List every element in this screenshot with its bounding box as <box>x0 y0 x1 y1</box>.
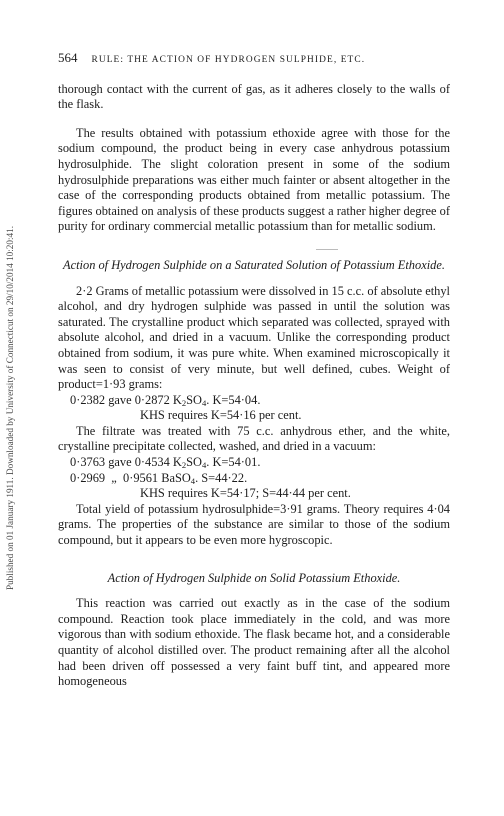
download-stamp-text: Published on 01 January 1911. Downloaded by University of Connecticut on 29/10/2014 10:20:41. <box>5 225 15 591</box>
paragraph-continuation: thorough contact with the current of gas, as it adheres closely to the walls of the flask. <box>58 81 450 112</box>
paragraph-yield: Total yield of potassium hydrosulphide=3·91 grams. Theory requires 4·04 grams. The properties of the substance are similar to those of the sodium compound, but it appears to be even more hygroscopic. <box>58 501 450 548</box>
section-title-saturated-solution: Action of Hydrogen Sulphide on a Saturated Solution of Potassium Ethoxide. <box>63 257 445 272</box>
analysis-line: 0·2969 „ 0·9561 BaSO$_4$. S=44·22. <box>70 470 248 486</box>
analysis-block-2 <box>58 455 450 502</box>
paragraph-results: The results obtained with potassium ethoxide agree with those for the sodium compound, the product being in every case anhydrous potassium hydrosulphide. The slight coloration present in some of the sodium hydrosulphide preparations was either much fainter or absent altogether in the case of the corresponding products obtained from metallic potassium. The figures obtained on analysis of these products suggest a rather higher degree of purity for ordinary commercial metallic potassium than for metallic sodium. <box>58 125 450 234</box>
analysis-line: 0·3763 gave 0·4534 $K_2SO_4$. K=54·01. <box>70 455 261 471</box>
analysis-requirement: KHS requires K=54·16 per cent. <box>140 408 302 423</box>
page-body <box>58 50 450 690</box>
section-divider <box>316 249 338 250</box>
paragraph-procedure: 2·2 Grams of metallic potassium were dissolved in 15 c.c. of absolute ethyl alcohol, and dry hydrogen sulphide was passed in until the solution was saturated. The crystalline product which separated was collected, sprayed with absolute alcohol, and dried in a vacuum. Unlike the corresponding product obtained from sodium, it was pure white. When examined microscopically it was seen to consist of very minute, but well defined, cubes. Weight of product=1·93 grams: <box>58 283 450 392</box>
running-title: RULE: THE ACTION OF HYDROGEN SULPHIDE, ETC. <box>91 55 366 65</box>
analysis-block-1 <box>58 393 450 424</box>
page-header <box>58 50 450 69</box>
page-number: 564 <box>58 50 78 65</box>
analysis-line: 0·2382 gave 0·2872 $K_2SO_4$. K=54·04. <box>70 392 261 408</box>
paragraph-reaction: This reaction was carried out exactly as in the case of the sodium compound. Reaction took place immediately in the cold, and was more vigorous than with sodium ethoxide. The flask became hot, and a considerable quantity of alcohol distilled over. The product remaining after all the alcohol had been driven off possessed a very faint buff tint, and appeared more homogeneous <box>58 596 450 689</box>
analysis-requirement: KHS requires K=54·17; S=44·44 per cent. <box>140 486 351 501</box>
section-title-solid-ethoxide: Action of Hydrogen Sulphide on Solid Potassium Ethoxide. <box>107 570 401 585</box>
paragraph-filtrate: The filtrate was treated with 75 c.c. anhydrous ether, and the white, crystalline precipitate collected, washed, and dried in a vacuum: <box>58 423 450 454</box>
